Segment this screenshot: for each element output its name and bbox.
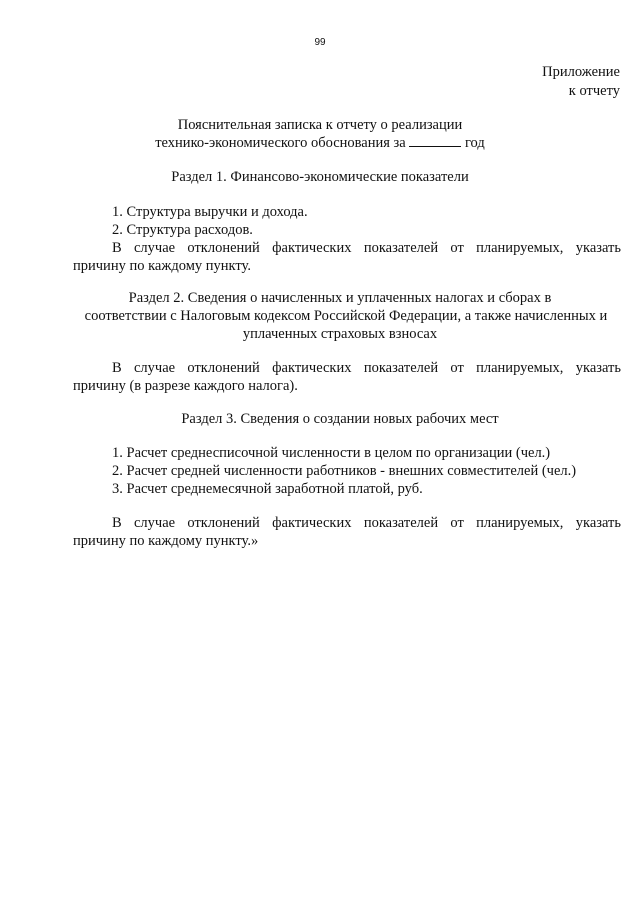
section1-item-1: 1. Структура выручки и дохода. bbox=[112, 204, 308, 220]
section2-note-line1: В случае отклонений фактических показателей от планируемых, указать bbox=[112, 360, 621, 376]
section3-heading: Раздел 3. Сведения о создании новых рабочих мест bbox=[181, 411, 499, 427]
section1-item-2: 2. Структура расходов. bbox=[112, 222, 253, 238]
section2-heading-line1: Раздел 2. Сведения о начисленных и уплаченных налогах и сборах в bbox=[128, 290, 552, 306]
document-title-line1: Пояснительная записка к отчету о реализации bbox=[177, 117, 463, 133]
section2-heading-line3: уплаченных страховых взносах bbox=[242, 326, 438, 342]
section2-heading-line2: соответствии с Налоговым кодексом Российской Федерации, а также начисленных и bbox=[84, 308, 608, 324]
page-number: 99 bbox=[314, 37, 326, 48]
section1-note-line1: В случае отклонений фактических показателей от планируемых, указать bbox=[112, 240, 621, 256]
appendix-label-line1: Приложение bbox=[542, 64, 620, 80]
section2-note-line2: причину (в разрезе каждого налога). bbox=[73, 378, 298, 394]
section3-note-line2: причину по каждому пункту.» bbox=[73, 533, 259, 549]
title-prefix: технико-экономического обоснования за bbox=[155, 135, 406, 151]
section1-note-line2: причину по каждому пункту. bbox=[73, 258, 251, 274]
year-blank-field bbox=[409, 134, 461, 147]
document-title-line2 bbox=[0, 134, 640, 153]
section3-item-3: 3. Расчет среднемесячной заработной платой, руб. bbox=[112, 481, 423, 497]
section3-note-line1: В случае отклонений фактических показателей от планируемых, указать bbox=[112, 515, 621, 531]
section3-item-1: 1. Расчет среднесписочной численности в целом по организации (чел.) bbox=[112, 445, 551, 461]
title-suffix: год bbox=[464, 135, 485, 151]
section3-item-2: 2. Расчет средней численности работников - внешних совместителей (чел.) bbox=[112, 463, 577, 479]
section1-heading: Раздел 1. Финансово-экономические показатели bbox=[171, 169, 469, 185]
appendix-label-line2: к отчету bbox=[568, 83, 620, 99]
